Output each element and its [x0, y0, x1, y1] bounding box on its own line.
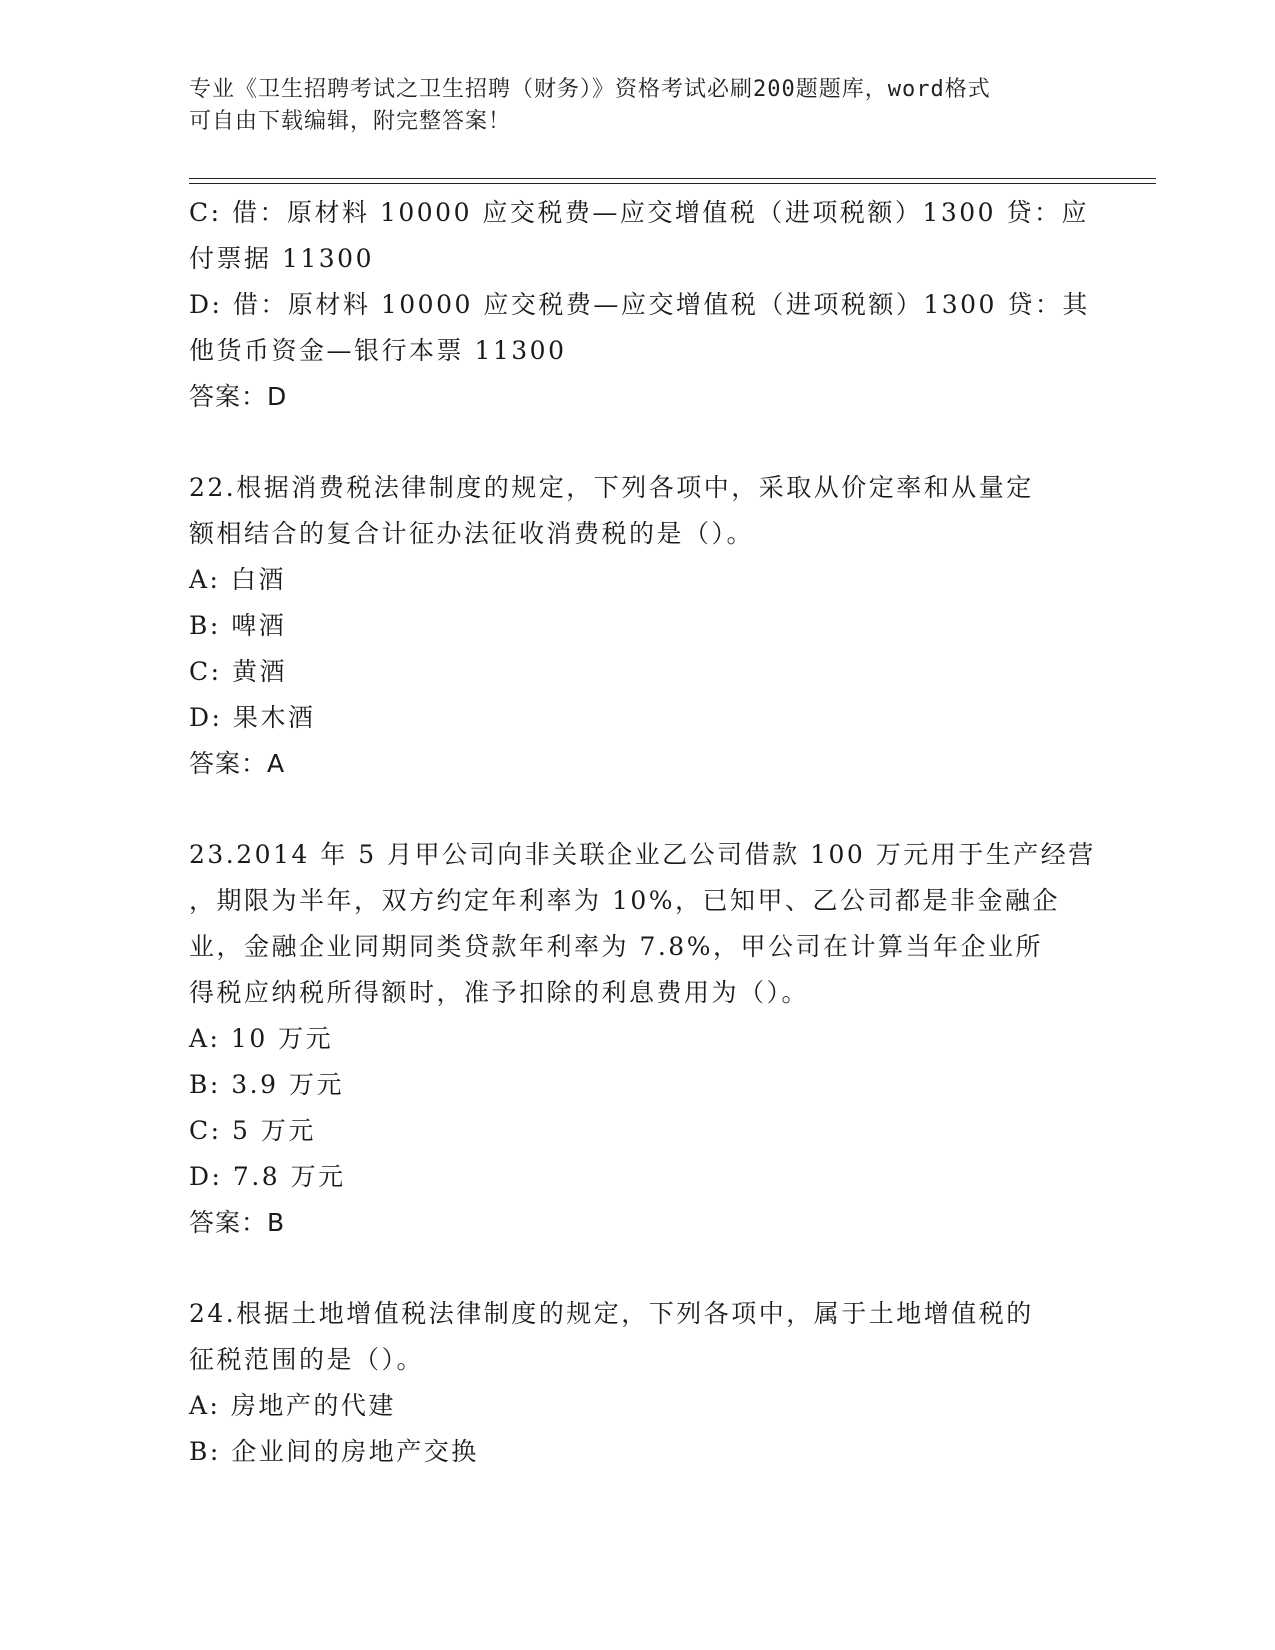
- question-23-stem-line-2: ，期限为半年，双方约定年利率为 10%，已知甲、乙公司都是非金融企: [189, 886, 1061, 915]
- question-22-option-d: D: 果木酒: [189, 703, 316, 732]
- question-22-stem-line-2: 额相结合的复合计征办法征收消费税的是（）。: [189, 519, 755, 548]
- question-24-stem-line-1: 24.根据土地增值税法律制度的规定，下列各项中，属于土地增值税的: [189, 1299, 1034, 1328]
- question-23-option-d: D: 7.8 万元: [189, 1162, 346, 1191]
- question-24: [189, 1291, 1089, 1475]
- question-22-option-b: B: 啤酒: [189, 611, 287, 640]
- question-23-option-a: A: 10 万元: [189, 1024, 334, 1053]
- question-24-option-a: A: 房地产的代建: [189, 1391, 396, 1420]
- question-23-stem-line-3: 业，金融企业同期同类贷款年利率为 7.8%，甲公司在计算当年企业所: [189, 932, 1043, 961]
- question-24-stem-line-2: 征税范围的是（）。: [189, 1345, 425, 1374]
- question-23-option-c: C: 5 万元: [189, 1116, 316, 1145]
- option-d-line-1: D: 借：原材料 10000 应交税费—应交增值税（进项税额）1300 贷：其: [189, 290, 1090, 319]
- spacer: [189, 787, 1089, 832]
- question-23: [189, 832, 1096, 1246]
- question-22-stem-line-1: 22.根据消费税法律制度的规定，下列各项中，采取从价定率和从量定: [189, 473, 1034, 502]
- option-c-line-2: 付票据 11300: [189, 244, 374, 273]
- question-24-option-b: B: 企业间的房地产交换: [189, 1437, 479, 1466]
- spacer: [189, 1246, 1089, 1291]
- spacer: [189, 420, 1089, 465]
- option-d-line-2: 他货币资金—银行本票 11300: [189, 336, 567, 365]
- question-23-option-b: B: 3.9 万元: [189, 1070, 344, 1099]
- document-body: [189, 190, 1096, 1475]
- question-22: [189, 465, 1089, 787]
- answer-22: 答案：A: [189, 749, 286, 778]
- header-divider: [189, 178, 1156, 184]
- question-22-option-c: C: 黄酒: [189, 657, 287, 686]
- document-header: [189, 74, 1069, 138]
- option-c-line-1: C: 借：原材料 10000 应交税费—应交增值税（进项税额）1300 贷：应: [189, 198, 1089, 227]
- question-23-stem-line-1: 23.2014 年 5 月甲公司向非关联企业乙公司借款 100 万元用于生产经营: [189, 840, 1096, 869]
- question-22-option-a: A: 白酒: [189, 565, 286, 594]
- question-21-tail: [189, 190, 1089, 420]
- header-title-line-1: 专业《卫生招聘考试之卫生招聘（财务）》资格考试必刷200题题库，word格式: [189, 77, 991, 102]
- question-23-stem-line-4: 得税应纳税所得额时，准予扣除的利息费用为（）。: [189, 978, 810, 1007]
- answer-23: 答案：B: [189, 1208, 286, 1237]
- answer-21: 答案：D: [189, 382, 288, 411]
- header-title-line-2: 可自由下载编辑，附完整答案！: [189, 109, 512, 134]
